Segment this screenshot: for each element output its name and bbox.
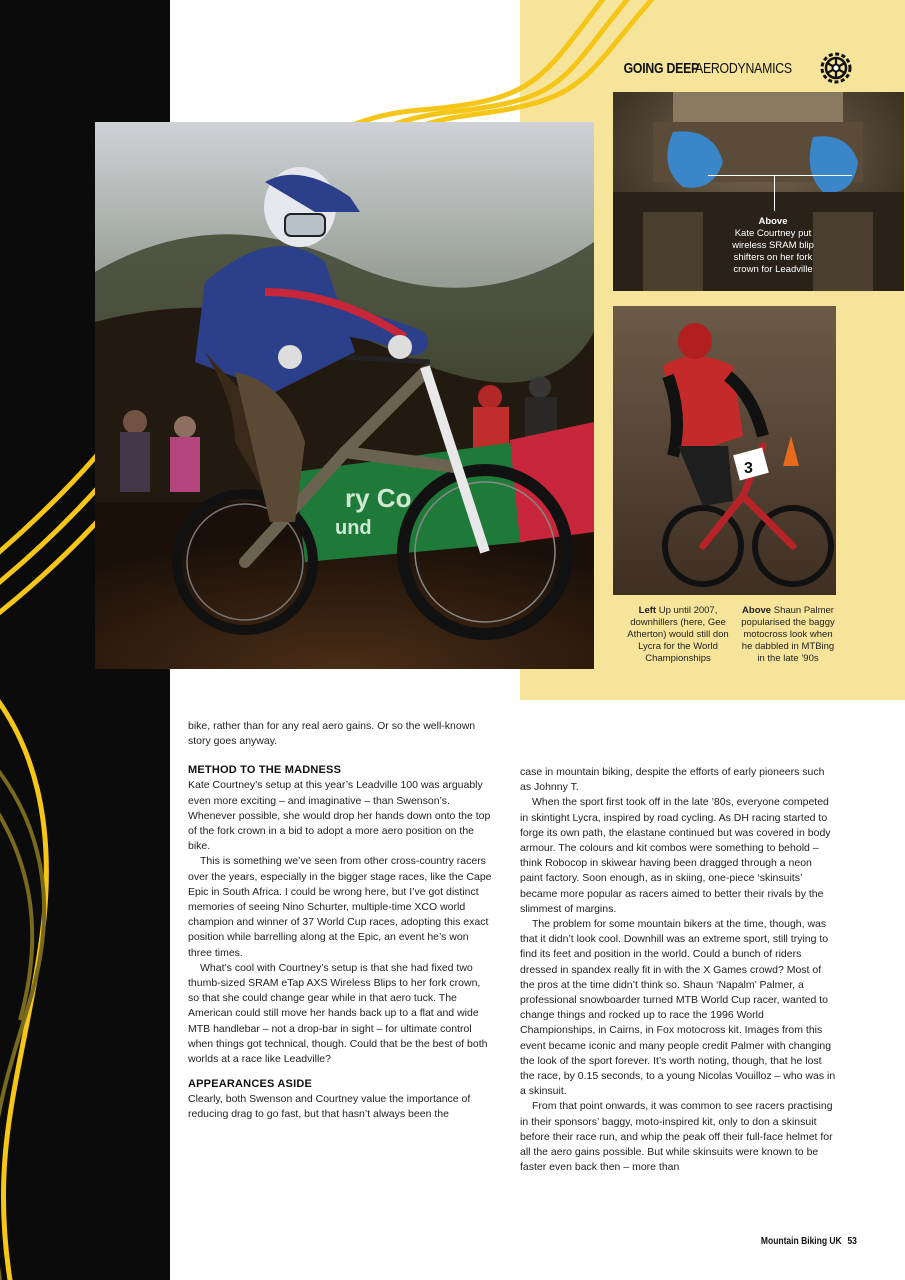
section-title-light: AERODYNAMICS: [694, 59, 792, 77]
caption-above-label: Above: [742, 605, 772, 616]
magazine-name: Mountain Biking UK: [761, 1236, 842, 1247]
paragraph-r4: From that point onwards, it was common to see racers practising in their sponsors’ baggy, moto-inspired kit, only to don a skinsuit before their race run, and whip the peak off their full-face helmet for all the aero gains possible. But while skinsuits were known to be faster even back then – more than: [520, 1100, 833, 1174]
paragraph-3: What’s cool with Courtney’s setup is that she had fixed two thumb-sized SRAM eTap AXS Wireless Blips to her fork crown, so that she could change gear while in that aero tuck. The American could still move her hands back up to a flat and wide MTB handlebar – not a drop-bar in sight – for ultimate control when things got technical, though. Could that be the best of both worlds at a race like Leadville?: [188, 961, 488, 1066]
paragraph-r3: The problem for some mountain bikers at the time, though, was that it didn’t look cool. Downhill was an extreme sport, still trying to find its feet and position in the world. Could a bunch of riders dressed in spandex really fit in with the X Games crowd? Most of the pros at the time didn’t think so. Shaun ‘Napalm’ Palmer, a professional snowboarder turned MTB World Cup racer, wanted to change things and rocked up to race the 1996 World Championships, in Cairns, in Fox motocross kit. Images from this event became iconic and many people credit Palmer with changing the look of the sport forever. It’s worth noting, though, that he lost the race, by 0.15 seconds, to a young Nicolas Vouilloz – who was in a skinsuit.: [520, 918, 836, 1098]
caption-left: [626, 605, 730, 665]
banner-text-2: und: [335, 517, 372, 539]
caption-left-text: Up until 2007, downhillers (here, Gee Atherton) would still don Lycra for the World Championships: [627, 605, 729, 664]
intro-paragraph: bike, rather than for any real aero gains. Or so the well-known story goes anyway.: [188, 720, 476, 748]
chainring-icon: [819, 51, 853, 85]
section-header: [607, 53, 853, 83]
section-title-bold: GOING DEEP: [623, 59, 699, 77]
paragraph-1: Kate Courtney’s setup at this year’s Leadville 100 was arguably even more exciting – and imaginative – than Swenson’s. Whenever possible, she would drop her hands down onto the top of the fork crown in a bid to adopt a more aero position on the bike.: [188, 779, 491, 853]
body-column-right: [520, 765, 836, 1175]
caption-above-text: Shaun Palmer popularised the baggy motocross look when he dabbled in MTBing in the late ’90s: [741, 605, 835, 664]
paragraph-r2: When the sport first took off in the late ’80s, everyone competed in skintight Lycra, inspired by road cycling. As DH racing started to forge its own path, the elastane continued but was covered in body armour. The colours and kit combos were something to behold – think Robocop in skiwear having been dragged through a neon paint factory. Soon enough, as in skiing, one-piece ‘skinsuits’ became more popular as racers aimed to better their rivals by the slimmest of margins.: [520, 796, 831, 915]
paragraph-r1: case in mountain biking, despite the efforts of early pioneers such as Johnny T.: [520, 766, 825, 794]
heading-appearances: APPEARANCES ASIDE: [188, 1078, 313, 1091]
caption-top: [726, 216, 820, 276]
caption-pointer-vertical: [774, 175, 775, 211]
number-plate-text: 3: [744, 460, 753, 477]
banner-text: ry Co: [345, 483, 412, 513]
paragraph-2: This is something we’ve seen from other cross-country racers over the years, especially in the bigger stage races, like the Cape Epic in South Africa. I could be wrong here, but I’ve got distinct memories of seeing Nino Schurter, multiple-time XCO world champion and winner of 37 World Cup races, adopting this exact position while barrelling along at the Epic, an event he’s won three times.: [188, 855, 492, 959]
caption-left-label: Left: [638, 605, 657, 616]
heading-method: METHOD TO THE MADNESS: [188, 764, 342, 777]
page-number: 53: [847, 1236, 857, 1247]
paragraph-4: Clearly, both Swenson and Courtney value the importance of reducing drag to go fast, but that hasn’t always been the: [188, 1093, 471, 1121]
caption-pointer-horizontal: [708, 175, 852, 176]
shaun-palmer-photo: [613, 306, 836, 595]
body-column-left: [188, 719, 494, 1123]
caption-top-text: Kate Courtney put wireless SRAM blip shifters on her fork crown for Leadville: [732, 228, 814, 275]
caption-top-label: Above: [758, 216, 788, 227]
caption-above: [738, 605, 838, 665]
downhill-rider-photo: [95, 122, 594, 669]
page-footer: [761, 1236, 857, 1247]
